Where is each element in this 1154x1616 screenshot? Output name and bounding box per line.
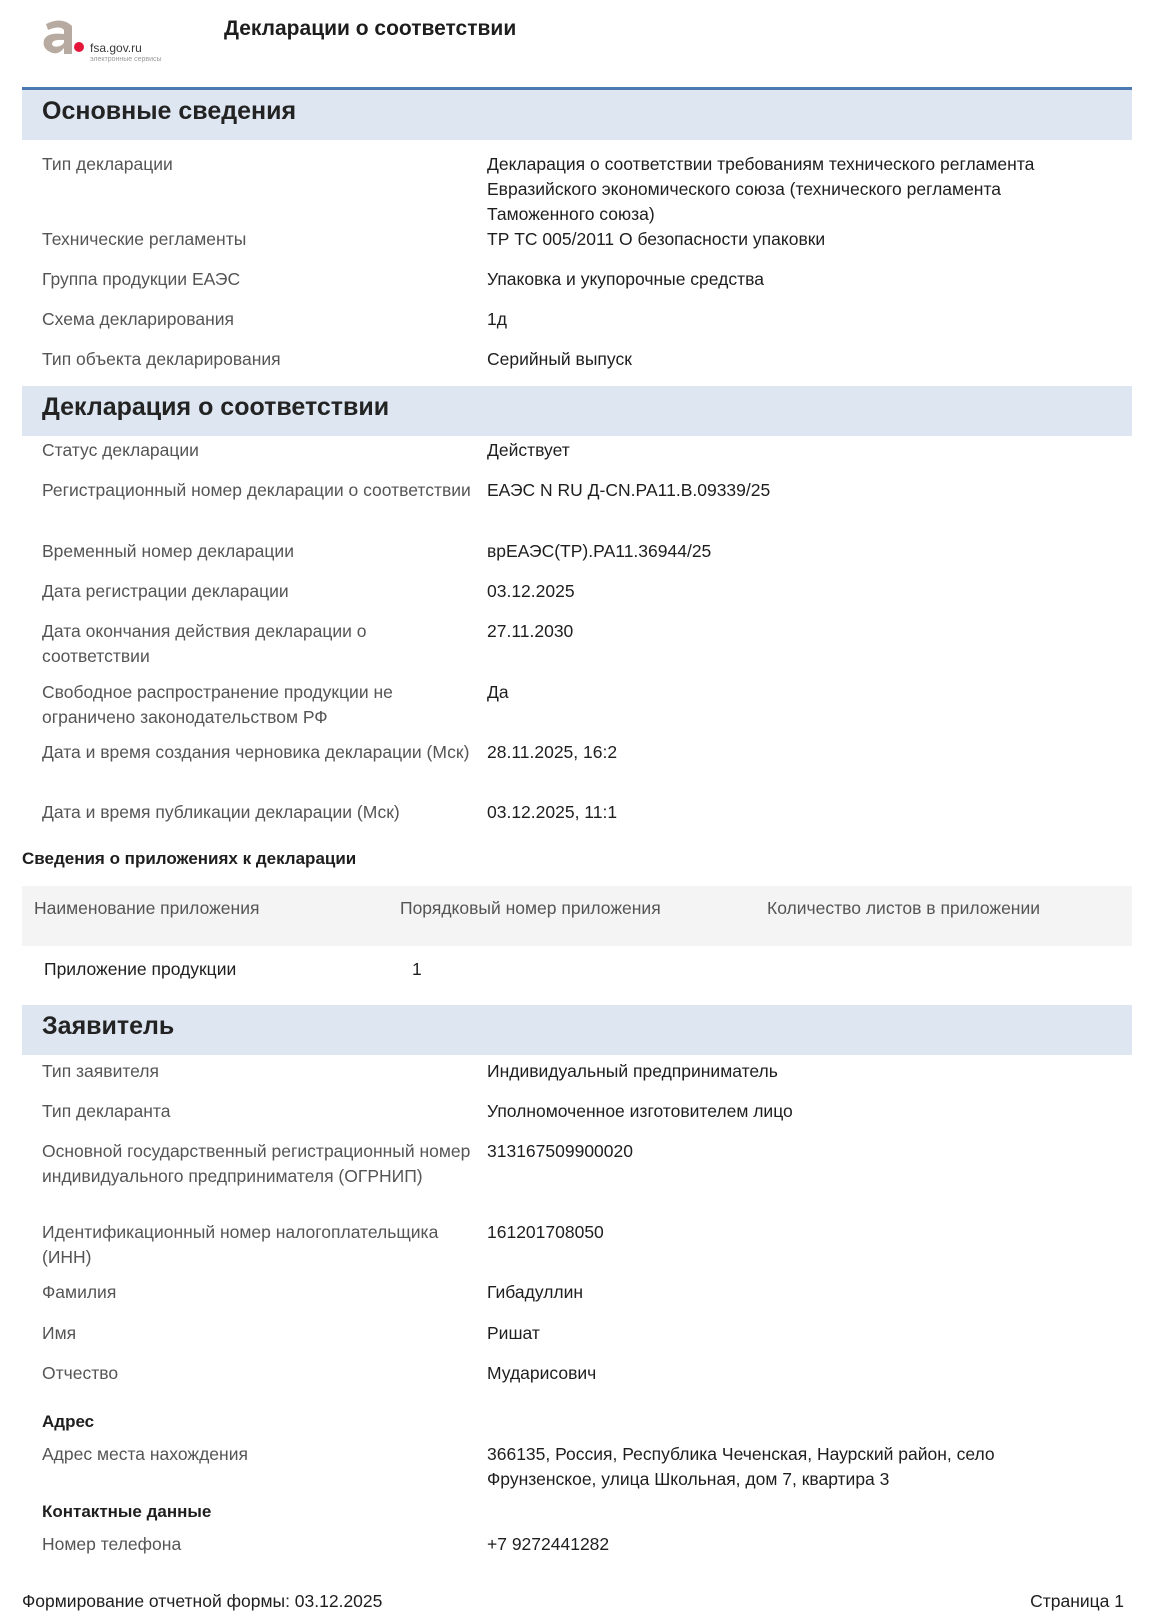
field-value: 161201708050 (487, 1222, 604, 1242)
column-header-name: Наименование приложения (34, 898, 260, 918)
section-declaration-header (22, 386, 1132, 436)
field-value: Действует (487, 440, 570, 460)
field-value: врЕАЭС(ТР).РА11.36944/25 (487, 541, 712, 561)
field-label: Отчество (42, 1363, 119, 1383)
logo-subtitle: электронные сервисы (90, 56, 162, 63)
field-value: Да (487, 682, 509, 702)
field-label: Основной государственный регистрационный номер индивидуального предпринимателя (ОГРНИП) (42, 1141, 471, 1186)
field-value: ЕАЭС N RU Д-CN.РА11.В.09339/25 (487, 480, 771, 500)
field-value: Мударисович (487, 1363, 597, 1383)
address-subheading: Адрес (42, 1412, 95, 1431)
field-label: Имя (42, 1323, 77, 1343)
field-label: Идентификационный номер налогоплательщика (ИНН) (42, 1222, 439, 1267)
field-value: Ришат (487, 1323, 540, 1343)
attachments-table-header (22, 886, 1132, 946)
field-label: Свободное распространение продукции не ограничено законодательством РФ (42, 682, 393, 727)
field-label: Дата и время создания черновика декларации (Мск) (42, 742, 470, 762)
field-label: Тип заявителя (42, 1061, 159, 1081)
field-label: Технические регламенты (42, 229, 247, 249)
field-value: 313167509900020 (487, 1141, 633, 1161)
page-header (0, 0, 1154, 88)
field-value: Уполномоченное изготовителем лицо (487, 1101, 793, 1121)
column-header-number: Порядковый номер приложения (400, 898, 661, 918)
field-label: Регистрационный номер декларации о соответствии (42, 480, 471, 500)
section-applicant-title: Заявитель (42, 1012, 175, 1040)
field-label: Тип декларации (42, 154, 173, 174)
field-value: Серийный выпуск (487, 349, 632, 369)
field-label: Дата регистрации декларации (42, 581, 289, 601)
field-label: Статус декларации (42, 440, 199, 460)
field-value: Декларация о соответствии требованиям технического регламента Евразийского экономического союза (технического регламента Таможенного союза) (487, 154, 1035, 224)
field-label: Тип объекта декларирования (42, 349, 281, 369)
field-label: Дата и время публикации декларации (Мск) (42, 802, 400, 822)
fsa-logo-icon (38, 14, 86, 62)
contacts-subheading: Контактные данные (42, 1502, 212, 1521)
field-value: Индивидуальный предприниматель (487, 1061, 778, 1081)
field-value: ТР ТС 005/2011 О безопасности упаковки (487, 229, 826, 249)
field-value: 27.11.2030 (487, 621, 574, 641)
field-value: 03.12.2025 (487, 581, 575, 601)
page-title: Декларации о соответствии (224, 17, 517, 40)
field-label: Тип декларанта (42, 1101, 171, 1121)
attachments-title: Сведения о приложениях к декларации (22, 849, 357, 868)
column-header-sheets: Количество листов в приложении (767, 898, 1041, 918)
logo-domain: fsa.gov.ru (90, 41, 142, 55)
field-label: Дата окончания действия декларации о соответствии (42, 621, 367, 666)
field-value: 366135, Россия, Республика Чеченская, Наурский район, село Фрунзенское, улица Школьная, дом 7, квартира 3 (487, 1444, 995, 1489)
page-number: Страница 1 (1030, 1591, 1124, 1611)
field-value: 28.11.2025, 16:2 (487, 742, 618, 762)
field-label: Адрес места нахождения (42, 1444, 248, 1464)
field-value: Гибадуллин (487, 1282, 584, 1302)
field-label: Группа продукции ЕАЭС (42, 269, 241, 289)
field-label: Фамилия (42, 1282, 117, 1302)
field-value: 03.12.2025, 11:1 (487, 802, 618, 822)
fsa-logo[interactable] (38, 14, 198, 66)
field-value: Упаковка и укупорочные средства (487, 269, 764, 289)
section-applicant-header (22, 1005, 1132, 1055)
section-declaration-title: Декларация о соответствии (42, 393, 390, 421)
field-value: +7 9272441282 (487, 1534, 610, 1554)
attachment-name: Приложение продукции (44, 959, 237, 979)
report-generated-date: Формирование отчетной формы: 03.12.2025 (22, 1591, 383, 1611)
attachment-number: 1 (412, 959, 422, 979)
field-label: Временный номер декларации (42, 541, 294, 561)
field-value: 1д (487, 309, 507, 329)
section-main-header (22, 90, 1132, 140)
section-main-title: Основные сведения (42, 97, 297, 125)
field-label: Номер телефона (42, 1534, 182, 1554)
logo-red-dot (74, 42, 84, 52)
field-label: Схема декларирования (42, 309, 235, 329)
